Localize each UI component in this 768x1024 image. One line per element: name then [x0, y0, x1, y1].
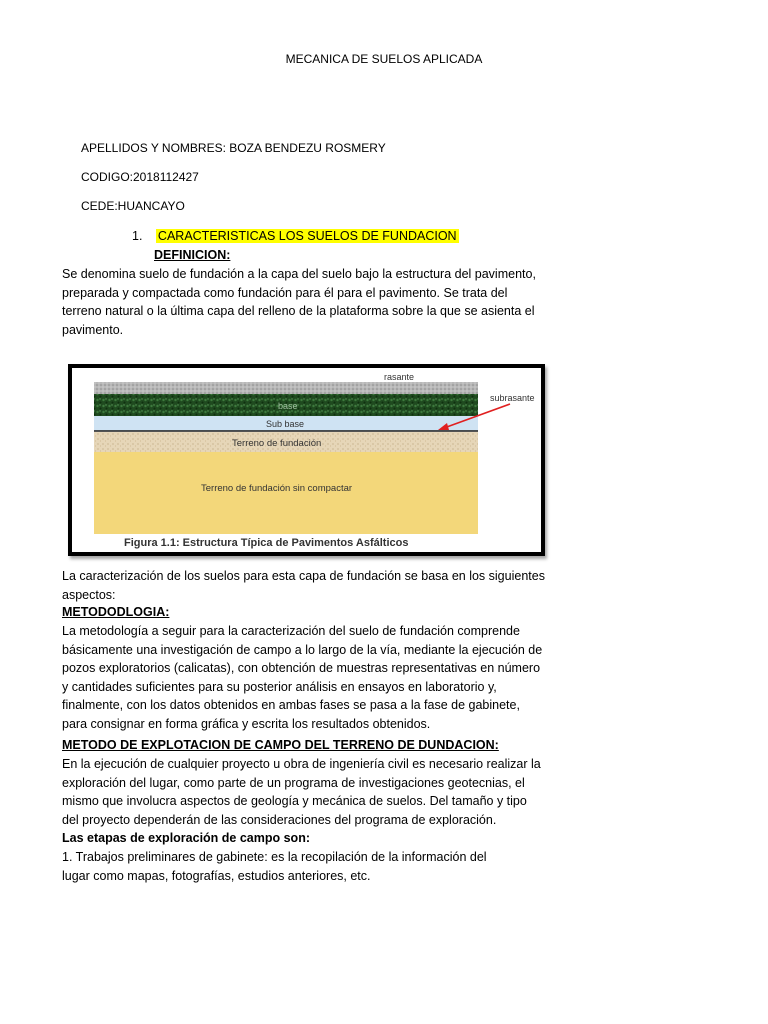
- definition-line: Se denomina suelo de fundación a la capa del suelo bajo la estructura del pavimento,: [62, 267, 536, 281]
- methodology-line: finalmente, con los datos obtenidos en ambas fases se pasa a la fase de gabinete,: [62, 698, 520, 713]
- section-number: 1.: [132, 229, 143, 243]
- methodology-line: y cantidades suficientes para su posterior análisis en ensayos en laboratorio y,: [62, 679, 497, 694]
- label-sin-compactar: Terreno de fundación sin compactar: [201, 483, 353, 494]
- definition-heading: DEFINICION:: [154, 248, 231, 262]
- label-sub-base: Sub base: [266, 419, 305, 429]
- definition-line: preparada y compactada como fundación para él para el pavimento. Se trata del: [62, 285, 508, 300]
- field-campus: CEDE:HUANCAYO: [81, 199, 185, 213]
- methodology-line: pozos exploratorios (calicatas), con obtención de muestras representativas en número: [62, 661, 541, 676]
- intro-paragraph: [62, 567, 545, 604]
- intro-line: aspectos:: [62, 587, 116, 602]
- field-method-line: En la ejecución de cualquier proyecto u obra de ingeniería civil es necesario realizar la: [62, 757, 541, 771]
- label-subrasante: subrasante: [490, 393, 535, 403]
- pavement-figure: [68, 364, 545, 556]
- page-title: MECANICA DE SUELOS APLICADA: [285, 52, 483, 66]
- definition-paragraph: [62, 265, 536, 339]
- methodology-line: La metodología a seguir para la caracterización del suelo de fundación comprende: [62, 624, 520, 638]
- definition-line: pavimento.: [62, 322, 124, 337]
- section-title: CARACTERISTICAS LOS SUELOS DE FUNDACION: [157, 229, 457, 243]
- methodology-line: para consignar en forma gráfica y escrita los resultados obtenidos.: [62, 716, 431, 731]
- stages-paragraph: [62, 848, 487, 885]
- field-method-heading: METODO DE EXPLOTACION DE CAMPO DEL TERRENO DE DUNDACION:: [62, 738, 499, 752]
- methodology-heading: METODODLOGIA:: [62, 605, 170, 619]
- intro-line: La caracterización de los suelos para esta capa de fundación se basa en los siguientes: [62, 569, 545, 583]
- label-base: base: [278, 401, 298, 411]
- field-method-line: del proyecto dependerán de las consideraciones del programa de exploración.: [62, 812, 497, 827]
- stages-line: lugar como mapas, fotografías, estudios anteriores, etc.: [62, 868, 371, 883]
- stages-heading: Las etapas de exploración de campo son:: [62, 831, 310, 845]
- field-method-line: mismo que involucra aspectos de geología y mecánica de suelos. Del tamaño y tipo: [62, 794, 527, 809]
- field-method-line: exploración del lugar, como parte de un programa de investigaciones geotecnias, el: [62, 775, 525, 790]
- field-method-paragraph: [62, 755, 541, 829]
- field-code: CODIGO:2018112427: [81, 170, 199, 184]
- field-names: APELLIDOS Y NOMBRES: BOZA BENDEZU ROSMERY: [81, 141, 386, 155]
- methodology-line: básicamente una investigación de campo a lo largo de la vía, mediante la ejecución de: [62, 642, 543, 657]
- layer-rasante: [94, 382, 478, 394]
- label-terreno: Terreno de fundación: [232, 438, 322, 449]
- label-rasante: rasante: [384, 372, 415, 382]
- figure-caption: Figura 1.1: Estructura Típica de Pavimentos Asfálticos: [124, 537, 409, 549]
- definition-line: terreno natural o la última capa del relleno de la plataforma sobre la que se asienta el: [62, 304, 535, 319]
- pavement-diagram: [72, 368, 541, 552]
- section-heading: [132, 228, 459, 244]
- stages-line: 1. Trabajos preliminares de gabinete: es la recopilación de la información del: [62, 850, 487, 864]
- methodology-paragraph: [62, 622, 542, 734]
